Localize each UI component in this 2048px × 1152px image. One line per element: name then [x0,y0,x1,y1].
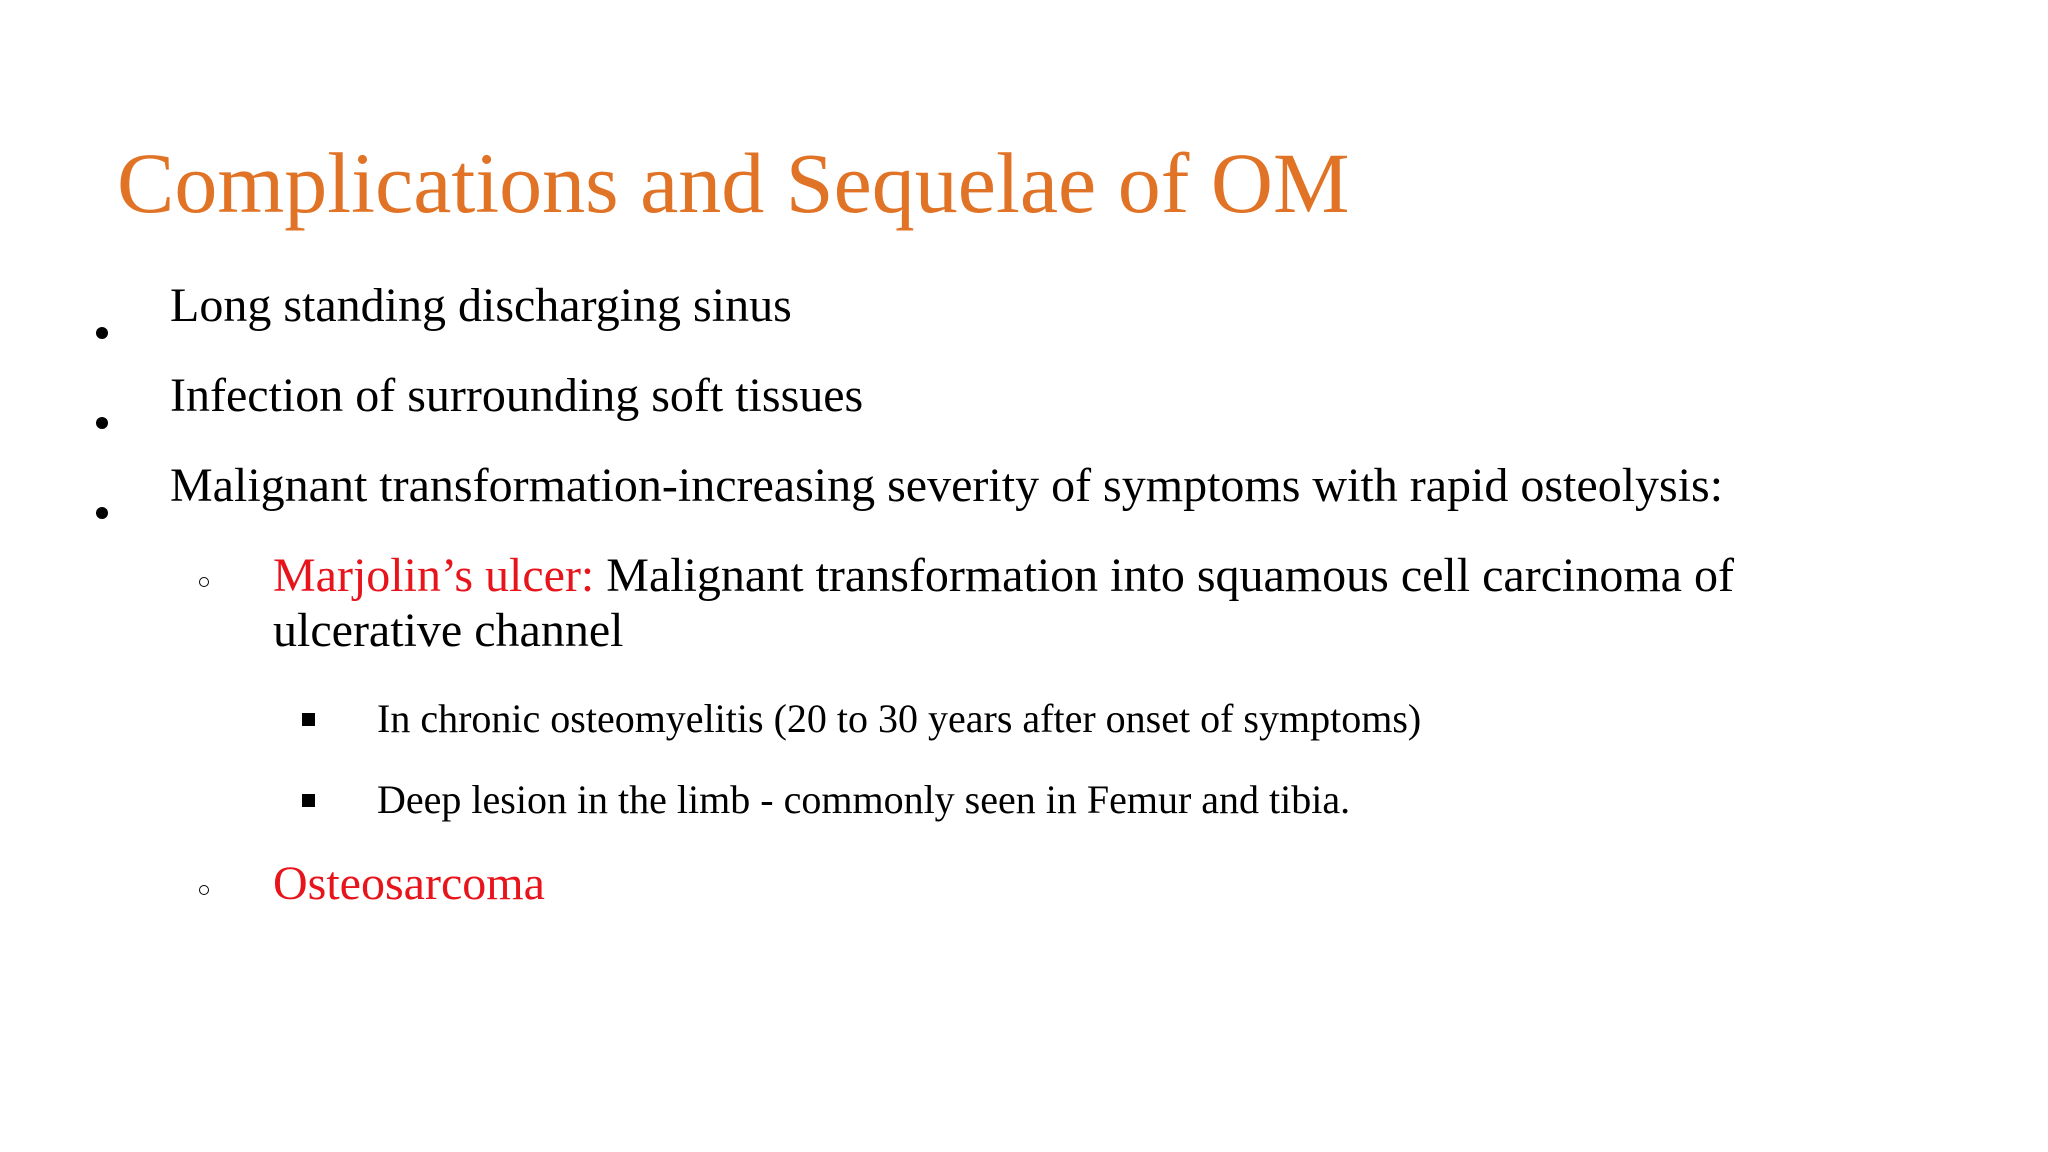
sub-sub-bullet-text: Deep lesion in the limb - commonly seen in Femur and tibia. [377,777,1351,822]
bullet-text: Long standing discharging sinus [170,279,792,332]
sub-bullet-body: Malignant transformation into squamous cell carcinoma of [594,549,1734,602]
filled-circle-bullet-icon [88,482,116,529]
slide-title: Complications and Sequelae of OM [117,135,1350,231]
filled-circle-bullet-icon [88,392,116,439]
filled-circle-bullet-icon [88,302,116,349]
sub-bullet-label: Marjolin’s ulcer: [273,549,595,602]
sub-sub-bullet-text: In chronic osteomyelitis (20 to 30 years after onset of symptoms) [377,696,1422,741]
sub-bullet-label: Osteosarcoma [273,857,545,910]
bullet-text: Infection of surrounding soft tissues [170,369,864,422]
bullet-text: Malignant transformation-increasing severity of symptoms with rapid osteolysis: [170,459,1724,512]
sub-bullet-text [273,548,1734,603]
hollow-circle-bullet-icon [192,574,216,592]
sub-bullet-text-continued: ulcerative channel [273,604,624,657]
hollow-circle-bullet-icon [192,882,216,900]
filled-square-bullet-icon [298,713,318,731]
filled-square-bullet-icon [298,794,318,812]
